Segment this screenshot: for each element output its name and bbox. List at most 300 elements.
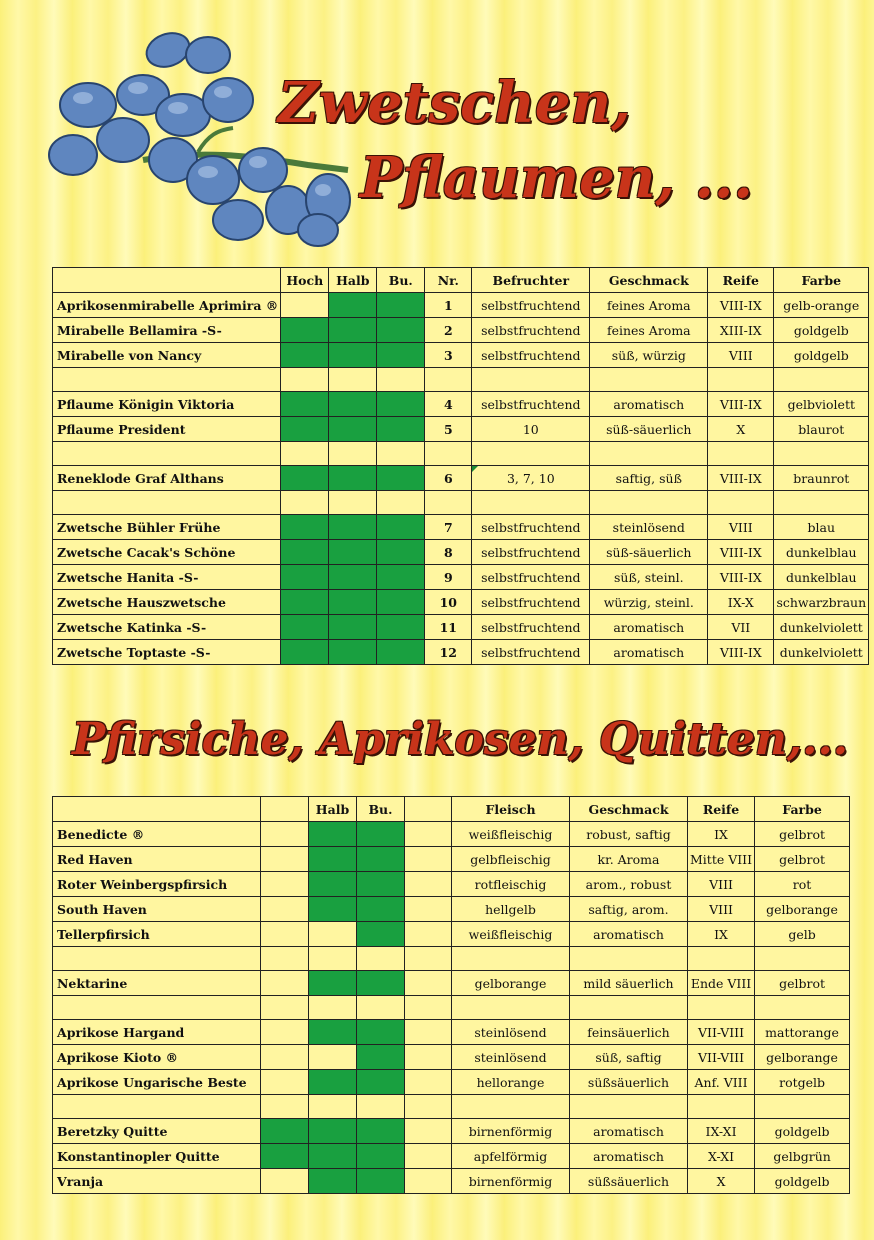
variety-name-cell: Red Haven — [53, 847, 261, 872]
empty-cell — [261, 947, 309, 971]
table-row — [53, 847, 850, 872]
geschmack-cell: robust, saftig — [570, 822, 688, 847]
hoch-cell — [261, 1020, 309, 1045]
empty-cell — [708, 368, 774, 392]
reife-cell: IX-XI — [688, 1119, 755, 1144]
table-row — [53, 392, 869, 417]
hoch-cell — [261, 1070, 309, 1095]
variety-name-cell: Pflaume Königin Viktoria — [53, 392, 281, 417]
bu-cell — [377, 343, 425, 368]
empty-cell — [309, 947, 357, 971]
hoch-cell — [261, 1144, 309, 1169]
geschmack-cell: süß, würzig — [590, 343, 708, 368]
variety-name-cell: Vranja — [53, 1169, 261, 1194]
farbe-cell: dunkelviolett — [774, 640, 869, 665]
variety-name-cell: Zwetsche Katinka -S- — [53, 615, 281, 640]
halb-cell — [309, 872, 357, 897]
variety-name-cell: Beretzky Quitte — [53, 1119, 261, 1144]
fleisch-cell: gelbfleischig — [452, 847, 570, 872]
empty-cell — [377, 491, 425, 515]
reife-cell: VII — [708, 615, 774, 640]
bu-cell — [377, 540, 425, 565]
spacer-row — [53, 947, 850, 971]
table-row — [53, 293, 869, 318]
reife-cell: VII-VIII — [688, 1020, 755, 1045]
geschmack-cell: mild säuerlich — [570, 971, 688, 996]
bu-cell — [377, 590, 425, 615]
number-cell — [405, 1144, 452, 1169]
empty-cell — [53, 996, 261, 1020]
bu-cell — [357, 1144, 405, 1169]
geschmack-cell: süß-säuerlich — [590, 417, 708, 442]
table-row — [53, 466, 869, 491]
halb-cell — [329, 640, 377, 665]
table-row — [53, 897, 850, 922]
bu-cell — [357, 897, 405, 922]
fleisch-cell: weißfleischig — [452, 822, 570, 847]
fleisch-cell: weißfleischig — [452, 922, 570, 947]
column-header: Farbe — [755, 797, 850, 822]
variety-name-cell: Nektarine — [53, 971, 261, 996]
title-zwetschen: Zwetschen, — [278, 70, 631, 136]
bu-cell — [357, 1020, 405, 1045]
table-row — [53, 1020, 850, 1045]
farbe-cell: dunkelblau — [774, 540, 869, 565]
number-cell: 3 — [425, 343, 472, 368]
empty-cell — [309, 996, 357, 1020]
number-cell — [405, 1119, 452, 1144]
column-header: Farbe — [774, 268, 869, 293]
reife-cell: VIII-IX — [708, 466, 774, 491]
column-header: Bu. — [357, 797, 405, 822]
number-cell — [405, 1020, 452, 1045]
geschmack-cell: feinsäuerlich — [570, 1020, 688, 1045]
empty-cell — [53, 947, 261, 971]
geschmack-cell: saftig, süß — [590, 466, 708, 491]
empty-cell — [357, 1095, 405, 1119]
empty-cell — [281, 368, 329, 392]
halb-cell — [309, 897, 357, 922]
column-header: Bu. — [377, 268, 425, 293]
halb-cell — [309, 847, 357, 872]
hoch-cell — [261, 847, 309, 872]
empty-cell — [590, 491, 708, 515]
empty-cell — [472, 491, 590, 515]
table-row — [53, 1144, 850, 1169]
hoch-cell — [281, 590, 329, 615]
empty-cell — [357, 996, 405, 1020]
table-row — [53, 640, 869, 665]
halb-cell — [329, 615, 377, 640]
variety-name-cell: Zwetsche Toptaste -S- — [53, 640, 281, 665]
hoch-cell — [261, 1045, 309, 1070]
reife-cell: VIII-IX — [708, 640, 774, 665]
fleisch-cell: birnenförmig — [452, 1169, 570, 1194]
befruchter-cell: selbstfruchtend — [472, 565, 590, 590]
reife-cell: IX-X — [708, 590, 774, 615]
bu-cell — [357, 1169, 405, 1194]
reife-cell: VIII-IX — [708, 293, 774, 318]
table-row — [53, 515, 869, 540]
empty-cell — [405, 947, 452, 971]
reife-cell: VIII — [708, 343, 774, 368]
number-cell: 2 — [425, 318, 472, 343]
farbe-cell: goldgelb — [755, 1119, 850, 1144]
empty-cell — [53, 491, 281, 515]
empty-cell — [452, 947, 570, 971]
farbe-cell: gelb — [755, 922, 850, 947]
farbe-cell: schwarzbraun — [774, 590, 869, 615]
befruchter-cell: 10 — [472, 417, 590, 442]
column-header — [261, 797, 309, 822]
halb-cell — [329, 343, 377, 368]
empty-cell — [425, 491, 472, 515]
geschmack-cell: aromatisch — [590, 392, 708, 417]
geschmack-cell: feines Aroma — [590, 318, 708, 343]
geschmack-cell: süß-säuerlich — [590, 540, 708, 565]
hoch-cell — [281, 417, 329, 442]
hoch-cell — [281, 565, 329, 590]
bu-cell — [377, 318, 425, 343]
table-row — [53, 343, 869, 368]
spacer-row — [53, 442, 869, 466]
halb-cell — [309, 1119, 357, 1144]
empty-cell — [377, 442, 425, 466]
variety-name-cell: Roter Weinbergspfirsich — [53, 872, 261, 897]
farbe-cell: gelbrot — [755, 847, 850, 872]
spacer-row — [53, 368, 869, 392]
fleisch-cell: gelborange — [452, 971, 570, 996]
peach-apricot-quince-table — [52, 796, 850, 1194]
plum-variety-table — [52, 267, 869, 665]
bu-cell — [357, 971, 405, 996]
geschmack-cell: aromatisch — [590, 615, 708, 640]
empty-cell — [329, 491, 377, 515]
number-cell — [405, 1070, 452, 1095]
table-row — [53, 1169, 850, 1194]
empty-cell — [755, 996, 850, 1020]
variety-name-cell: Reneklode Graf Althans — [53, 466, 281, 491]
empty-cell — [452, 996, 570, 1020]
empty-cell — [53, 368, 281, 392]
table-row — [53, 971, 850, 996]
bu-cell — [357, 1045, 405, 1070]
empty-cell — [329, 442, 377, 466]
plum-branch-illustration — [48, 30, 358, 250]
empty-cell — [377, 368, 425, 392]
hoch-cell — [281, 515, 329, 540]
number-cell — [405, 822, 452, 847]
hoch-cell — [281, 343, 329, 368]
number-cell: 1 — [425, 293, 472, 318]
halb-cell — [309, 1169, 357, 1194]
empty-cell — [688, 947, 755, 971]
empty-cell — [570, 996, 688, 1020]
befruchter-cell: selbstfruchtend — [472, 640, 590, 665]
reife-cell: Ende VIII — [688, 971, 755, 996]
hoch-cell — [281, 640, 329, 665]
bu-cell — [377, 615, 425, 640]
fleisch-cell: rotfleischig — [452, 872, 570, 897]
bu-cell — [357, 872, 405, 897]
empty-cell — [774, 442, 869, 466]
variety-name-cell: Aprikose Hargand — [53, 1020, 261, 1045]
halb-cell — [309, 1045, 357, 1070]
befruchter-cell: selbstfruchtend — [472, 515, 590, 540]
reife-cell: IX — [688, 822, 755, 847]
geschmack-cell: kr. Aroma — [570, 847, 688, 872]
halb-cell — [329, 565, 377, 590]
variety-name-cell: South Haven — [53, 897, 261, 922]
reife-cell: VIII — [688, 897, 755, 922]
halb-cell — [329, 417, 377, 442]
geschmack-cell: würzig, steinl. — [590, 590, 708, 615]
geschmack-cell: aromatisch — [570, 922, 688, 947]
geschmack-cell: süß, saftig — [570, 1045, 688, 1070]
empty-cell — [53, 442, 281, 466]
table-header-row — [53, 797, 850, 822]
number-cell: 5 — [425, 417, 472, 442]
empty-cell — [755, 947, 850, 971]
column-header — [53, 268, 281, 293]
reife-cell: X-XI — [688, 1144, 755, 1169]
number-cell: 6 — [425, 466, 472, 491]
empty-cell — [405, 996, 452, 1020]
hoch-cell — [261, 971, 309, 996]
variety-name-cell: Aprikose Kioto ® — [53, 1045, 261, 1070]
farbe-cell: goldgelb — [755, 1169, 850, 1194]
number-cell: 8 — [425, 540, 472, 565]
table-row — [53, 417, 869, 442]
halb-cell — [309, 1144, 357, 1169]
empty-cell — [281, 491, 329, 515]
empty-cell — [688, 1095, 755, 1119]
title-pfirsiche: Pfirsiche, Aprikosen, Quitten,... — [72, 714, 849, 765]
farbe-cell: gelb-orange — [774, 293, 869, 318]
empty-cell — [405, 1095, 452, 1119]
bu-cell — [357, 1119, 405, 1144]
hoch-cell — [261, 1169, 309, 1194]
variety-name-cell: Zwetsche Cacak's Schöne — [53, 540, 281, 565]
number-cell — [405, 971, 452, 996]
column-header: Geschmack — [590, 268, 708, 293]
reife-cell: VIII-IX — [708, 540, 774, 565]
empty-cell — [570, 1095, 688, 1119]
bu-cell — [377, 565, 425, 590]
number-cell — [405, 1045, 452, 1070]
table-row — [53, 1045, 850, 1070]
column-header: Reife — [708, 268, 774, 293]
column-header: Nr. — [425, 268, 472, 293]
table-row — [53, 1070, 850, 1095]
column-header: Halb — [329, 268, 377, 293]
farbe-cell: dunkelblau — [774, 565, 869, 590]
farbe-cell: blau — [774, 515, 869, 540]
hoch-cell — [281, 540, 329, 565]
empty-cell — [774, 368, 869, 392]
number-cell: 10 — [425, 590, 472, 615]
farbe-cell: mattorange — [755, 1020, 850, 1045]
befruchter-cell: selbstfruchtend — [472, 590, 590, 615]
empty-cell — [357, 947, 405, 971]
column-header: Reife — [688, 797, 755, 822]
variety-name-cell: Benedicte ® — [53, 822, 261, 847]
reife-cell: IX — [688, 922, 755, 947]
hoch-cell — [261, 922, 309, 947]
befruchter-cell: selbstfruchtend — [472, 540, 590, 565]
fleisch-cell: apfelförmig — [452, 1144, 570, 1169]
variety-name-cell: Aprikose Ungarische Beste — [53, 1070, 261, 1095]
column-header: Fleisch — [452, 797, 570, 822]
number-cell: 11 — [425, 615, 472, 640]
column-header: Hoch — [281, 268, 329, 293]
empty-cell — [329, 368, 377, 392]
spacer-row — [53, 996, 850, 1020]
halb-cell — [329, 540, 377, 565]
farbe-cell: gelbgrün — [755, 1144, 850, 1169]
geschmack-cell: steinlösend — [590, 515, 708, 540]
farbe-cell: gelbviolett — [774, 392, 869, 417]
empty-cell — [708, 442, 774, 466]
fleisch-cell: birnenförmig — [452, 1119, 570, 1144]
empty-cell — [755, 1095, 850, 1119]
variety-name-cell: Aprikosenmirabelle Aprimira ® — [53, 293, 281, 318]
table-row — [53, 615, 869, 640]
hoch-cell — [281, 615, 329, 640]
reife-cell: X — [688, 1169, 755, 1194]
geschmack-cell: aromatisch — [590, 640, 708, 665]
empty-cell — [309, 1095, 357, 1119]
befruchter-cell: selbstfruchtend — [472, 343, 590, 368]
table-row — [53, 565, 869, 590]
bu-cell — [377, 293, 425, 318]
geschmack-cell: arom., robust — [570, 872, 688, 897]
number-cell — [405, 922, 452, 947]
farbe-cell: gelborange — [755, 897, 850, 922]
befruchter-cell: selbstfruchtend — [472, 318, 590, 343]
spacer-row — [53, 491, 869, 515]
halb-cell — [329, 515, 377, 540]
reife-cell: Anf. VIII — [688, 1070, 755, 1095]
fleisch-cell: hellorange — [452, 1070, 570, 1095]
variety-name-cell: Tellerpfirsich — [53, 922, 261, 947]
farbe-cell: braunrot — [774, 466, 869, 491]
farbe-cell: dunkelviolett — [774, 615, 869, 640]
table-row — [53, 318, 869, 343]
empty-cell — [570, 947, 688, 971]
geschmack-cell: aromatisch — [570, 1119, 688, 1144]
fleisch-cell: hellgelb — [452, 897, 570, 922]
variety-name-cell: Zwetsche Bühler Frühe — [53, 515, 281, 540]
befruchter-cell: selbstfruchtend — [472, 293, 590, 318]
variety-name-cell: Pflaume President — [53, 417, 281, 442]
reife-cell: VIII — [688, 872, 755, 897]
geschmack-cell: süß, steinl. — [590, 565, 708, 590]
farbe-cell: gelbrot — [755, 822, 850, 847]
hoch-cell — [261, 822, 309, 847]
comment-marker-icon — [472, 466, 478, 472]
farbe-cell: rot — [755, 872, 850, 897]
fleisch-cell: steinlösend — [452, 1045, 570, 1070]
empty-cell — [261, 1095, 309, 1119]
geschmack-cell: süßsäuerlich — [570, 1169, 688, 1194]
geschmack-cell: aromatisch — [570, 1144, 688, 1169]
reife-cell: VIII — [708, 515, 774, 540]
befruchter-cell: 3, 7, 10 — [472, 466, 590, 491]
bu-cell — [357, 922, 405, 947]
halb-cell — [309, 822, 357, 847]
halb-cell — [309, 1020, 357, 1045]
farbe-cell: rotgelb — [755, 1070, 850, 1095]
bu-cell — [377, 392, 425, 417]
empty-cell — [53, 1095, 261, 1119]
halb-cell — [329, 590, 377, 615]
empty-cell — [590, 442, 708, 466]
number-cell — [405, 897, 452, 922]
variety-name-cell: Mirabelle von Nancy — [53, 343, 281, 368]
number-cell — [405, 1169, 452, 1194]
bu-cell — [357, 822, 405, 847]
bu-cell — [357, 1070, 405, 1095]
variety-name-cell: Konstantinopler Quitte — [53, 1144, 261, 1169]
farbe-cell: goldgelb — [774, 343, 869, 368]
farbe-cell: goldgelb — [774, 318, 869, 343]
hoch-cell — [281, 466, 329, 491]
farbe-cell: gelbrot — [755, 971, 850, 996]
column-header — [405, 797, 452, 822]
empty-cell — [281, 442, 329, 466]
empty-cell — [425, 442, 472, 466]
reife-cell: XIII-IX — [708, 318, 774, 343]
bu-cell — [377, 466, 425, 491]
halb-cell — [309, 971, 357, 996]
geschmack-cell: saftig, arom. — [570, 897, 688, 922]
table-header-row — [53, 268, 869, 293]
befruchter-cell: selbstfruchtend — [472, 615, 590, 640]
reife-cell: Mitte VIII — [688, 847, 755, 872]
column-header: Befruchter — [472, 268, 590, 293]
befruchter-cell: selbstfruchtend — [472, 392, 590, 417]
spacer-row — [53, 1095, 850, 1119]
empty-cell — [452, 1095, 570, 1119]
number-cell: 9 — [425, 565, 472, 590]
bu-cell — [377, 640, 425, 665]
empty-cell — [425, 368, 472, 392]
hoch-cell — [261, 897, 309, 922]
table-row — [53, 872, 850, 897]
empty-cell — [774, 491, 869, 515]
halb-cell — [309, 1070, 357, 1095]
empty-cell — [688, 996, 755, 1020]
hoch-cell — [281, 392, 329, 417]
hoch-cell — [261, 1119, 309, 1144]
geschmack-cell: süßsäuerlich — [570, 1070, 688, 1095]
empty-cell — [472, 368, 590, 392]
reife-cell: VII-VIII — [688, 1045, 755, 1070]
table-row — [53, 1119, 850, 1144]
reife-cell: VIII-IX — [708, 565, 774, 590]
halb-cell — [309, 922, 357, 947]
bu-cell — [357, 847, 405, 872]
variety-name-cell: Mirabelle Bellamira -S- — [53, 318, 281, 343]
halb-cell — [329, 392, 377, 417]
table-row — [53, 922, 850, 947]
reife-cell: VIII-IX — [708, 392, 774, 417]
column-header: Halb — [309, 797, 357, 822]
farbe-cell: gelborange — [755, 1045, 850, 1070]
table-row — [53, 822, 850, 847]
farbe-cell: blaurot — [774, 417, 869, 442]
